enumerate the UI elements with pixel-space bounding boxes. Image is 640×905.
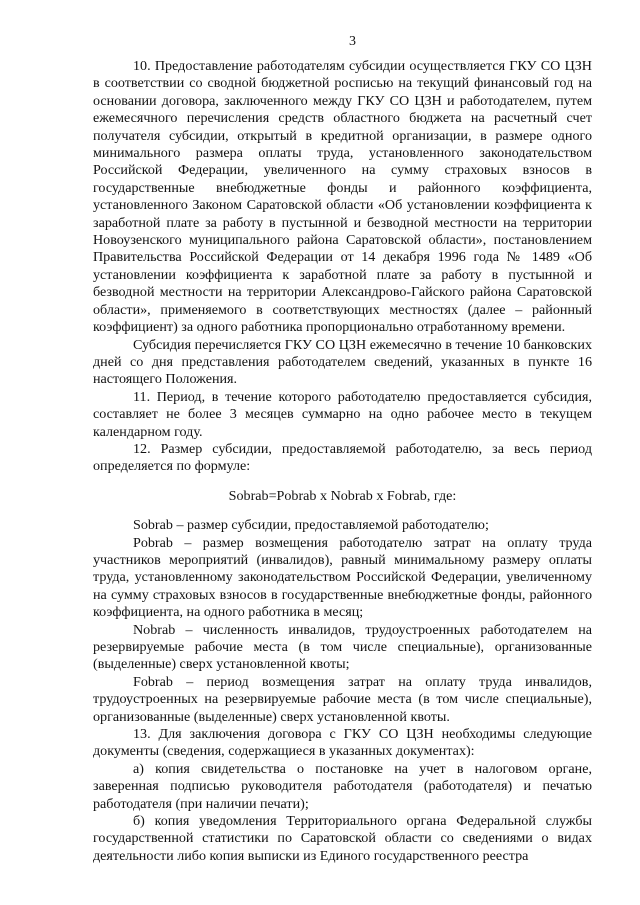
paragraph-13: 13. Для заключения договора с ГКУ СО ЦЗН необходимы следующие документы (сведения, содержащиеся в указанных документах): xyxy=(93,726,592,760)
definition-pobrab: Pobrab – размер возмещения работодателю затрат на оплату труда участников мероприятий (инвалидов), равный минимальному размеру оплаты труда, установленному законодательством Российской Федерации, увеличенному на сумму страховых взносов в государственные внебюджетные фонды, районного коэффициента, на одного работника в месяц; xyxy=(93,534,592,621)
definition-sobrab: Sobrab – размер субсидии, предоставляемой работодателю; xyxy=(133,517,489,534)
definition-nobrab: Nobrab – численность инвалидов, трудоустроенных работодателем на резервируемые рабочие места (в том числе специальные), организованные (выделенные) сверх установленной квоты; xyxy=(93,621,592,673)
paragraph-10: 10. Предоставление работодателям субсидии осуществляется ГКУ СО ЦЗН в соответствии со сводной бюджетной росписью на текущий финансовый год на основании договора, заключенного между ГКУ СО ЦЗН и работодателем, путем ежемесячного перечисления средств областного бюджета на расчетный счет получателя субсидии, открытый в кредитной организации, в размере одного минимального размера оплаты труда, установленного законодательством Российской Федерации, увеличенного на сумму страховых взносов в государственные внебюджетные фонды и районного коэффициента, установленного Законом Саратовской области «Об установлении коэффициента к заработной плате за работу в пустынной и безводной местности на территории Новоузенского муниципального района Саратовской области», постановлением Правительства Российской Федерации от 14 декабря 1996 года № 1489 «Об установлении коэффициента к заработной плате за работу в пустынной и безводной местности на территории Александрово-Гайского района Саратовской области», применяемого в соответствующих местностях (далее – районный коэффициент) за одного работника пропорционально отработанному времени. xyxy=(93,58,592,336)
definition-fobrab: Fobrab – период возмещения затрат на оплату труда инвалидов, трудоустроенных на резервируемые рабочие места (в том числе специальные), организованные (выделенные) сверх установленной квоты. xyxy=(93,673,592,725)
paragraph-subsidy-transfer: Субсидия перечисляется ГКУ СО ЦЗН ежемесячно в течение 10 банковских дней со дня представления работодателем сведений, указанных в пункте 16 настоящего Положения. xyxy=(93,336,592,388)
paragraph-11: 11. Период, в течение которого работодателю предоставляется субсидия, составляет не более 3 месяцев суммарно на одно рабочее место в текущем календарном году. xyxy=(93,388,592,440)
document-body xyxy=(93,58,592,865)
list-item-a: а) копия свидетельства о постановке на учет в налоговом органе, заверенная подписью руководителя работодателя (работодателя) и печатью работодателя (при наличии печати); xyxy=(93,760,592,812)
paragraph-12: 12. Размер субсидии, предоставляемой работодателю, за весь период определяется по формуле: xyxy=(93,440,592,475)
page-number: 3 xyxy=(349,34,356,49)
list-item-b: б) копия уведомления Территориального органа Федеральной службы государственной статистики по Саратовской области со сведениями о видах деятельности либо копия выписки из Единого государственного реестра xyxy=(93,813,592,864)
subsidy-formula: Sobrab=Pobrab x Nobrab x Fobrab, где: xyxy=(228,487,457,504)
